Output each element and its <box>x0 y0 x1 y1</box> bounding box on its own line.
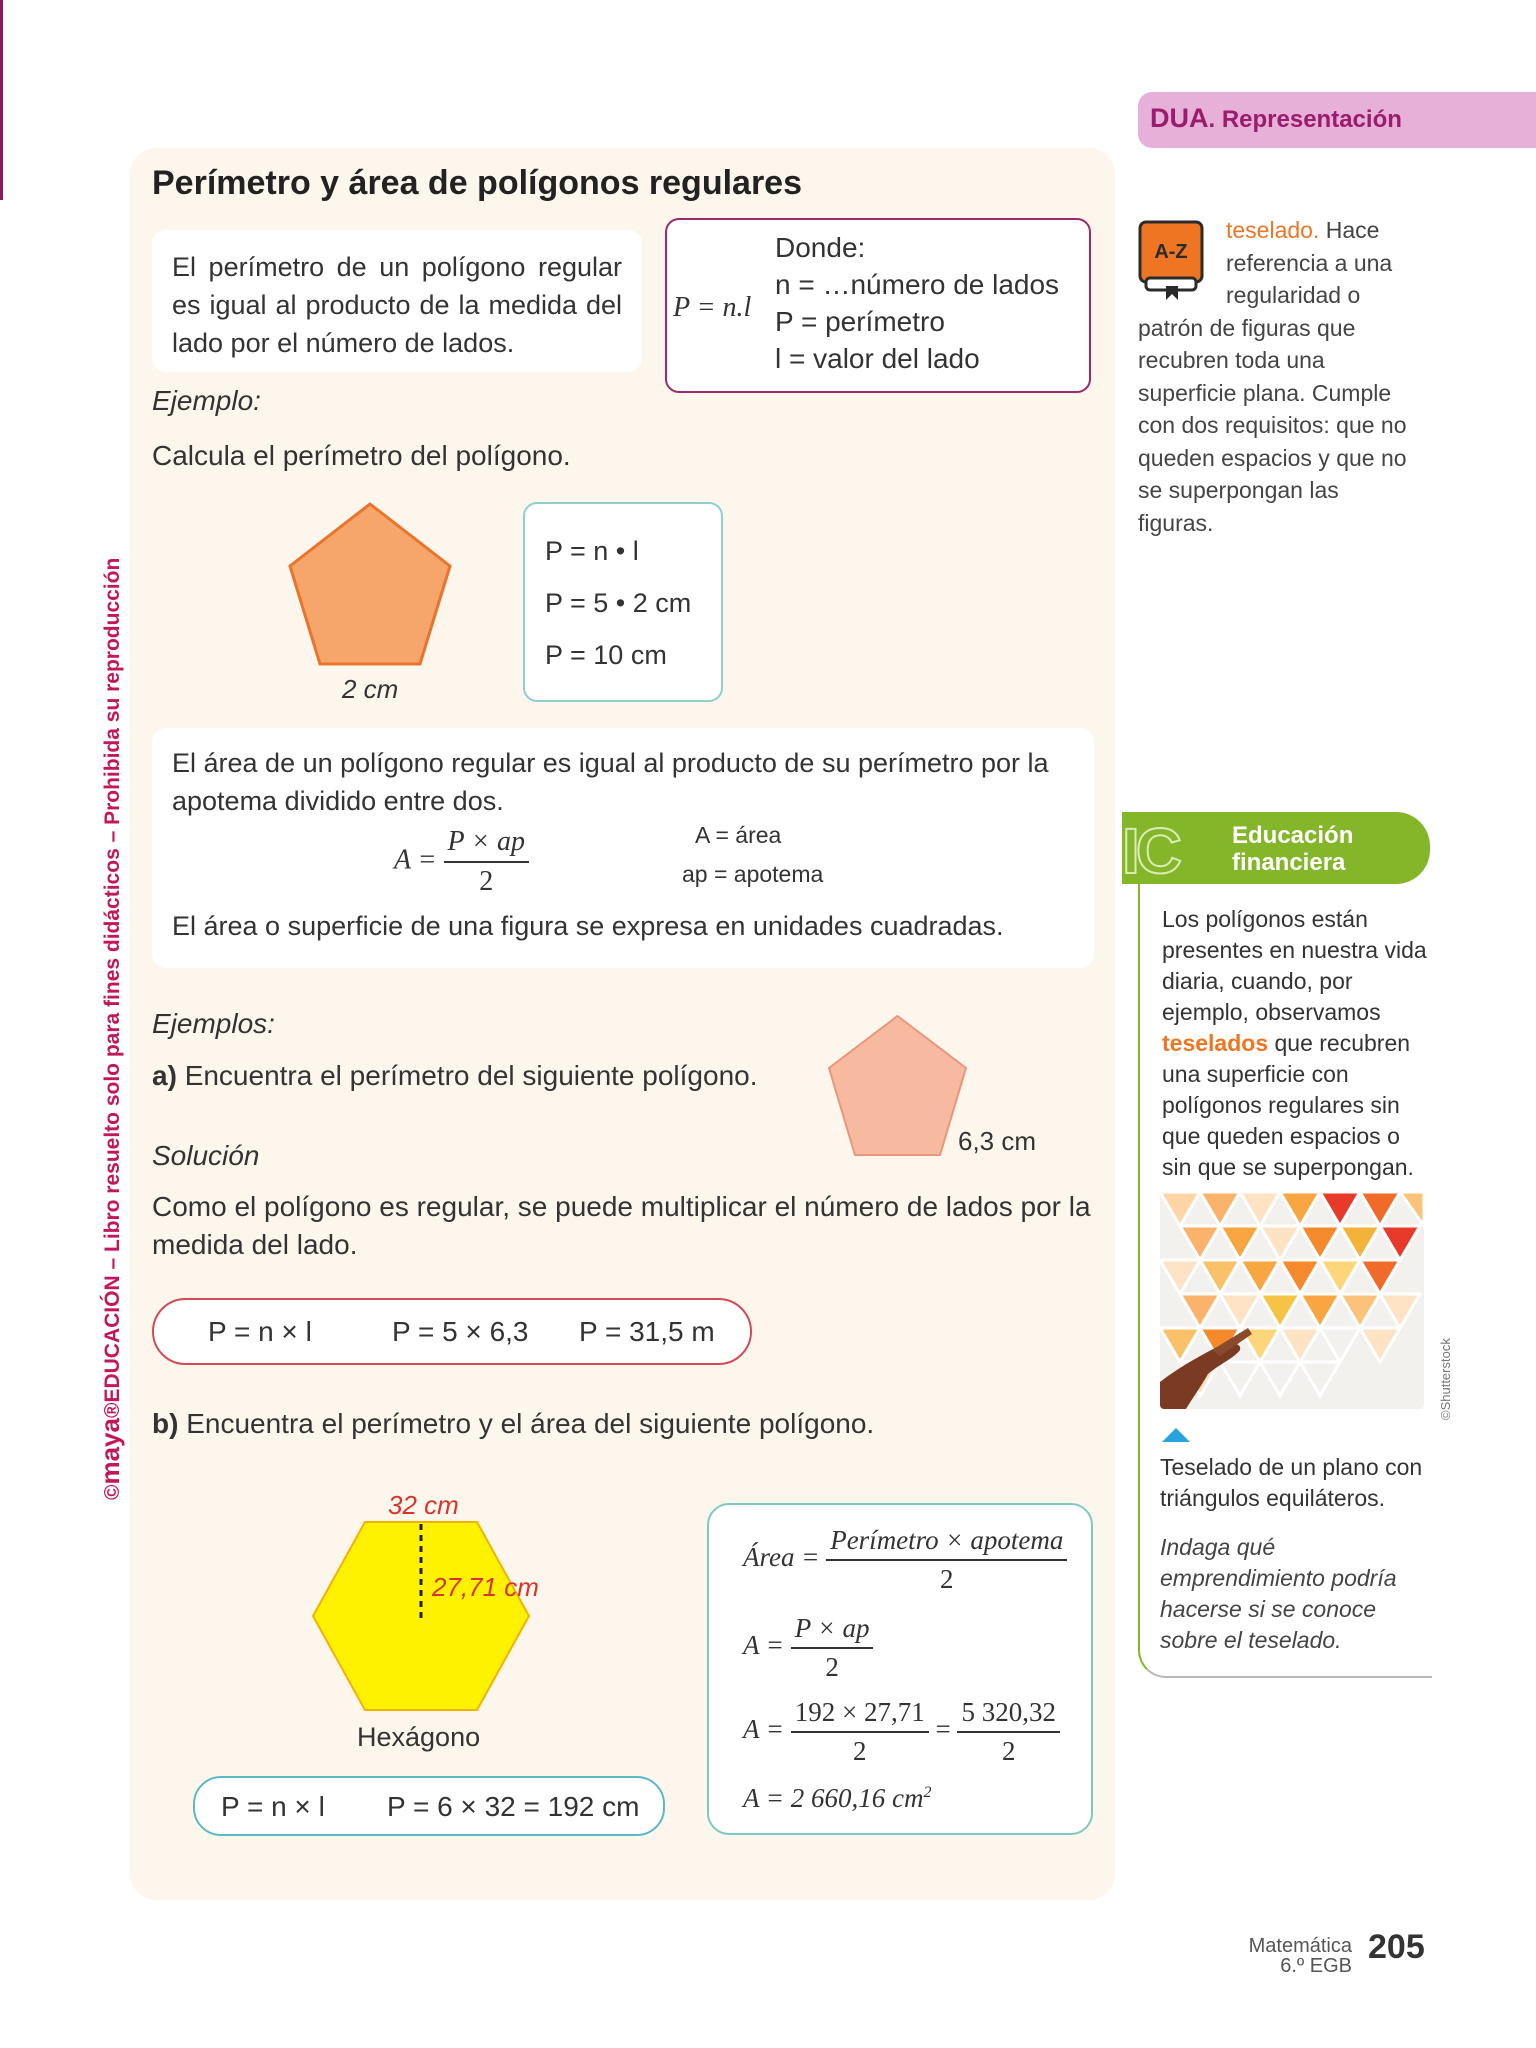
area-legend-a: A = área <box>695 822 782 848</box>
perimeter-b-box <box>193 1776 665 1836</box>
svg-text:A-Z: A-Z <box>1154 241 1188 263</box>
formula-legend-line: Donde: <box>775 232 866 263</box>
ic-icon: IC <box>1122 815 1178 887</box>
page-number: 205 <box>1368 1928 1425 1966</box>
result-step: P = 5 × 6,3 <box>392 1316 529 1347</box>
area-definition-text: El área de un polígono regular es igual al producto de su perímetro por la apotema dividido entre dos. <box>172 748 1049 816</box>
financial-education-header <box>1122 812 1430 887</box>
apothem-label: 27,71 cm <box>432 1572 539 1602</box>
footer-subject: Matemática 6.º EGB <box>1248 1935 1352 1977</box>
area-units-note: El área o superficie de una figura se expresa en unidades cuadradas. <box>172 911 1004 941</box>
calc-step: P = n • l <box>545 536 639 566</box>
perimeter-definition-box <box>152 230 642 372</box>
pentagon-side-label: 2 cm <box>342 674 399 704</box>
perimeter-step: P = n × l <box>221 1791 325 1822</box>
orange-pentagon <box>285 500 455 670</box>
result-step: P = n × l <box>208 1316 312 1347</box>
example-task: Calcula el perímetro del polígono. <box>152 440 571 471</box>
area-step-2: A = $\frac{P \times ap}{2}$ <box>743 1613 873 1683</box>
perimeter-formula-box <box>665 218 1091 393</box>
dua-header <box>1138 92 1536 148</box>
examples-label: Ejemplos: <box>152 1008 275 1039</box>
financial-education-title: Educación financiera <box>1232 822 1354 876</box>
hexagon-name: Hexágono <box>357 1722 481 1752</box>
area-legend-ap: ap = apotema <box>682 861 824 887</box>
tessellation-photo <box>1160 1192 1424 1409</box>
dua-title: DUA. Representación <box>1150 103 1402 133</box>
task-b: b) Encuentra el perímetro y el área del siguiente polígono. <box>152 1408 875 1439</box>
task-a: a) Encuentra el perímetro del siguiente polígono. <box>152 1060 758 1091</box>
caption-arrow-icon <box>1162 1428 1190 1442</box>
area-calculation-box <box>707 1503 1093 1835</box>
perimeter-formula: P = n.l <box>673 292 752 323</box>
example-label: Ejemplo: <box>152 385 261 416</box>
area-formula: A = $\frac{P \times ap}{2}$ <box>394 826 529 898</box>
perimeter-step: P = 6 × 32 = 192 cm <box>387 1791 640 1822</box>
photo-caption: Teselado de un plano con triángulos equiláteros. <box>1160 1454 1423 1511</box>
yellow-hexagon <box>310 1518 532 1714</box>
result-a-box <box>152 1298 752 1365</box>
salmon-pentagon <box>825 1013 970 1158</box>
area-result: A = 2 660,16 $cm^2$ <box>743 1783 932 1813</box>
formula-legend-line: P = perímetro <box>775 306 945 337</box>
area-definition-box <box>152 728 1094 968</box>
perimeter-calculation-box <box>523 502 723 702</box>
inquiry-prompt: Indaga qué emprendimiento podría hacerse si se conoce sobre el teselado. <box>1160 1534 1397 1653</box>
hexagon-side-label: 32 cm <box>388 1490 459 1520</box>
formula-legend-line: n = …número de lados <box>775 269 1060 300</box>
area-step-1: Área = $\frac{\text{Perímetro × apotema}}{2}$ <box>743 1525 1067 1595</box>
solution-label: Solución <box>152 1140 260 1171</box>
perimeter-definition-text: El perímetro de un polígono regular es igual al producto de la medida del lado por el número de lados. <box>172 252 622 358</box>
calc-step: P = 5 • 2 cm <box>545 588 692 618</box>
calc-step: P = 10 cm <box>545 640 667 670</box>
area-step-3: A = $\frac{192 \times 27,71}{2}$ = $\frac{5 320,32}{2}$ <box>743 1697 1060 1767</box>
pentagon-side-label: 6,3 cm <box>958 1126 1037 1156</box>
photo-credit: ©Shutterstock <box>1438 1338 1453 1420</box>
teselado-definition: teselado. Hace referencia a una regularidad o patrón de figuras que recubren toda una superficie plana. Cumple con dos requisitos: que no queden espacios y que no se superpongan las figuras. <box>1138 217 1407 536</box>
page-title: Perímetro y área de polígonos regulares <box>152 164 803 202</box>
copyright-notice: ©maya®EDUCACIÓN – Libro resuelto solo para fines didácticos – Prohibida su reproducción <box>95 557 125 1500</box>
brand-logo: maya <box>95 1418 125 1485</box>
left-margin-rule <box>0 0 3 200</box>
financial-education-text: Los polígonos están presentes en nuestra vida diaria, cuando, por ejemplo, observamos teselados que recubren una superficie con polígonos regulares sin que queden espacios o sin que se superpongan. <box>1162 906 1427 1180</box>
formula-legend-line: l = valor del lado <box>775 343 980 374</box>
result-step: P = 31,5 m <box>579 1316 715 1347</box>
solution-text: Como el polígono es regular, se puede multiplicar el número de lados por la medida del lado. <box>152 1191 1091 1260</box>
